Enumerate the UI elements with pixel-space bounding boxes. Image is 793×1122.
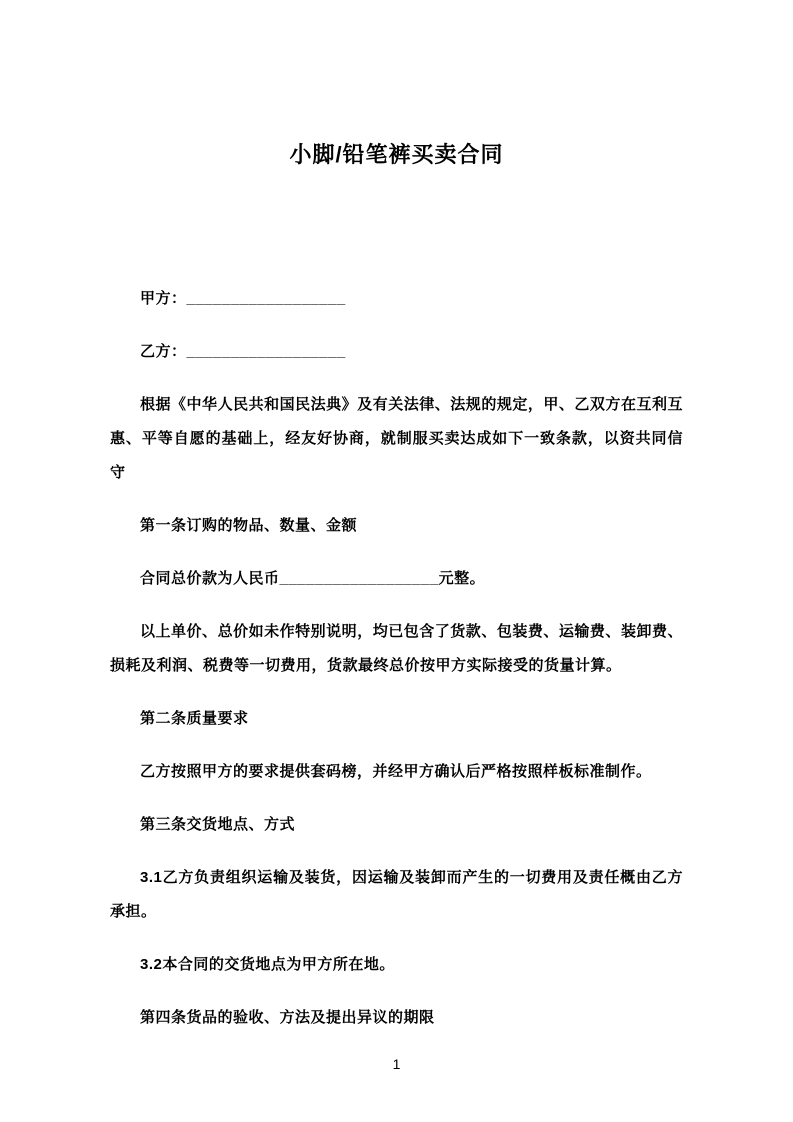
clause-3-1-paragraph: 3.1乙方负责组织运输及装货，因运输及装卸而产生的一切费用及责任概由乙方承担。	[110, 869, 683, 920]
page-number: 1	[392, 1056, 401, 1072]
price-inclusions-paragraph: 以上单价、总价如未作特别说明，均已包含了货款、包装费、运输费、装卸费、损耗及利润、税费等一切费用，货款最终总价按甲方实际接受的货量计算。	[110, 623, 683, 674]
clause-1-heading: 第一条订购的物品、数量、金额	[140, 517, 358, 534]
preamble-paragraph: 根据《中华人民共和国民法典》及有关法律、法规的规定，甲、乙双方在互利互惠、平等自愿的基础上，经友好协商，就制服买卖达成如下一致条款，以资共同信守	[110, 396, 683, 481]
party-a-field: 甲方：__________________	[140, 290, 346, 307]
total-price-line: 合同总价款为人民币__________________元整。	[140, 570, 486, 587]
quality-paragraph: 乙方按照甲方的要求提供套码榜，并经甲方确认后严格按照样板标准制作。	[140, 763, 652, 780]
clause-4-heading: 第四条货品的验收、方法及提出异议的期限	[140, 1009, 435, 1026]
party-b-field: 乙方：__________________	[140, 343, 346, 360]
document-title: 小脚/铅笔裤买卖合同	[289, 142, 504, 167]
clause-3-heading: 第三条交货地点、方式	[140, 816, 296, 833]
clause-2-heading: 第二条质量要求	[140, 710, 249, 727]
clause-3-2-paragraph: 3.2本合同的交货地点为甲方所在地。	[140, 956, 395, 973]
